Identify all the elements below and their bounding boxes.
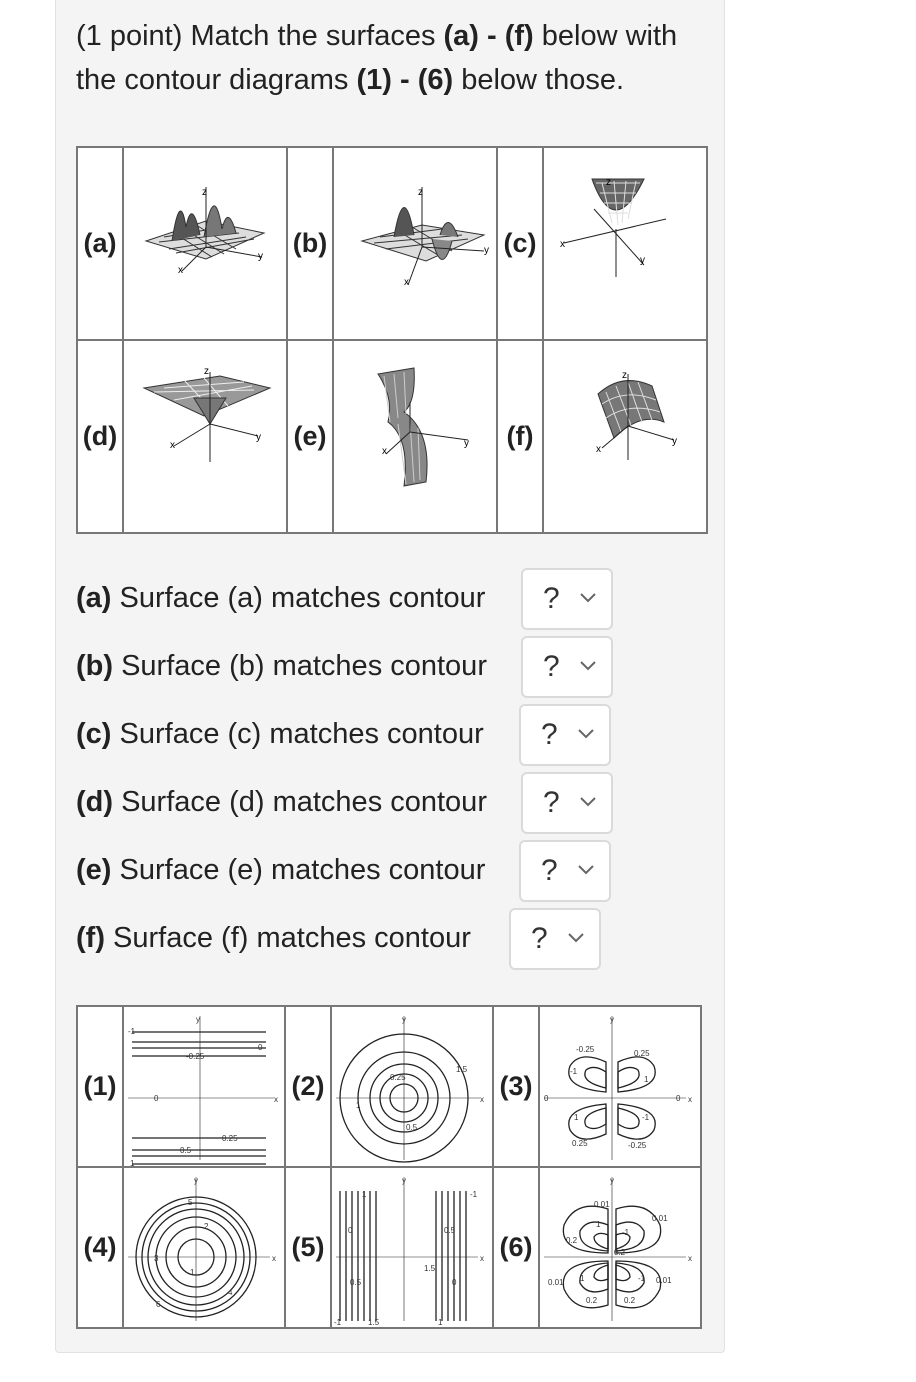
contour-3-image bbox=[539, 1006, 701, 1167]
question-prompt bbox=[76, 14, 686, 102]
contour-label-6: (6) bbox=[493, 1167, 539, 1328]
x-axis-label: x bbox=[560, 238, 565, 250]
answer-select-c[interactable] bbox=[519, 704, 611, 766]
contour-level-label: -1 bbox=[334, 1317, 342, 1327]
contour-level-label: 1.5 bbox=[456, 1064, 468, 1074]
contour-level-label: 5 bbox=[188, 1197, 193, 1207]
answer-key: (d) bbox=[76, 786, 114, 818]
contour-level-label: 0 bbox=[154, 1093, 159, 1103]
contour-level-label: -0.25 bbox=[628, 1140, 647, 1150]
y-axis-label: y bbox=[640, 254, 645, 266]
contour-5-image bbox=[331, 1167, 493, 1328]
answer-select-b[interactable] bbox=[521, 636, 613, 698]
contour-level-label: 1 bbox=[574, 1112, 579, 1122]
contour-level-label: 1.5 bbox=[424, 1263, 436, 1273]
y-axis-label: y bbox=[610, 1014, 614, 1024]
answer-text: Surface (a) matches contour bbox=[111, 582, 486, 614]
contour-level-label: 0.25 bbox=[572, 1138, 588, 1148]
answer-key: (b) bbox=[76, 650, 114, 682]
contour-level-label: 1 bbox=[596, 1219, 601, 1229]
contour-level-label: 0.2 bbox=[614, 1247, 626, 1257]
x-axis-label: x bbox=[170, 439, 175, 451]
y-axis-label: y bbox=[196, 1014, 200, 1024]
contour-level-label: 3 bbox=[154, 1253, 159, 1263]
contour-level-label: -1 bbox=[638, 1273, 646, 1283]
chevron-down-icon bbox=[567, 932, 585, 944]
x-axis-label: x bbox=[274, 1094, 278, 1104]
contour-range: (1) - (6) bbox=[356, 64, 454, 96]
y-axis-label: y bbox=[672, 435, 677, 447]
answer-select-a[interactable] bbox=[521, 568, 613, 630]
contour-level-label: 0.5 bbox=[180, 1145, 192, 1155]
selected-value: ? bbox=[541, 718, 558, 751]
surface-label-c: (c) bbox=[497, 147, 543, 340]
answer-key: (c) bbox=[76, 718, 112, 750]
contour-6-image bbox=[539, 1167, 701, 1328]
answer-select-e[interactable] bbox=[519, 840, 611, 902]
contour-level-label: 1 bbox=[356, 1100, 361, 1110]
question-text-b: below with the contour diagrams bbox=[76, 20, 678, 96]
contour-level-label: -1 bbox=[642, 1112, 650, 1122]
contours-table bbox=[76, 1005, 702, 1329]
contour-level-label: 0.25 bbox=[634, 1048, 650, 1058]
answer-text: Surface (d) matches contour bbox=[113, 786, 487, 818]
answer-key: (a) bbox=[76, 582, 112, 614]
contour-label-2: (2) bbox=[285, 1006, 331, 1167]
surface-range: (a) - (f) bbox=[443, 20, 534, 52]
contour-level-label: 1 bbox=[438, 1317, 443, 1327]
x-axis-label: x bbox=[480, 1094, 484, 1104]
answer-row-b bbox=[76, 636, 487, 696]
surface-label-b: (b) bbox=[287, 147, 333, 340]
answer-row-c bbox=[76, 704, 484, 764]
contour-level-label: 0 bbox=[348, 1225, 353, 1235]
contour-2-image bbox=[331, 1006, 493, 1167]
answer-key: (f) bbox=[76, 922, 105, 954]
z-axis-label: z bbox=[606, 176, 611, 188]
x-axis-label: x bbox=[596, 443, 601, 455]
contour-level-label: -0.25 bbox=[576, 1044, 595, 1054]
contour-level-label: -1 bbox=[128, 1026, 136, 1036]
question-points: (1 point) bbox=[76, 20, 183, 52]
contour-4-image bbox=[123, 1167, 285, 1328]
surface-label-d: (d) bbox=[77, 340, 123, 533]
contour-level-label: 2 bbox=[204, 1221, 209, 1231]
y-axis-label: y bbox=[194, 1175, 198, 1185]
contour-level-label: 1 bbox=[190, 1267, 195, 1277]
x-axis-label: x bbox=[688, 1253, 692, 1263]
contour-level-label: 0.25 bbox=[390, 1072, 406, 1082]
selected-value: ? bbox=[543, 582, 560, 615]
surface-c-image bbox=[543, 147, 707, 340]
answer-row-a bbox=[76, 568, 485, 628]
z-axis-label: z bbox=[622, 369, 627, 381]
selected-value: ? bbox=[531, 922, 548, 955]
chevron-down-icon bbox=[577, 728, 595, 740]
surface-a-image bbox=[123, 147, 287, 340]
answer-select-d[interactable] bbox=[521, 772, 613, 834]
y-axis-label: y bbox=[464, 437, 469, 449]
answer-row-e bbox=[76, 840, 485, 900]
contour-level-label: 0 bbox=[544, 1093, 549, 1103]
contour-label-5: (5) bbox=[285, 1167, 331, 1328]
contour-level-label: -1 bbox=[622, 1227, 630, 1237]
question-text-a: Match the surfaces bbox=[182, 20, 444, 52]
chevron-down-icon bbox=[579, 796, 597, 808]
answer-text: Surface (e) matches contour bbox=[111, 854, 486, 886]
x-axis-label: x bbox=[480, 1253, 484, 1263]
contour-level-label: 0.2 bbox=[566, 1235, 578, 1245]
y-axis-label: y bbox=[610, 1175, 614, 1185]
z-axis-label: z bbox=[202, 186, 207, 198]
contour-level-label: 0.5 bbox=[406, 1122, 418, 1132]
contour-level-label: -0.25 bbox=[186, 1051, 205, 1061]
contour-level-label: 0.01 bbox=[656, 1275, 672, 1285]
y-axis-label: y bbox=[258, 250, 263, 262]
answer-text: Surface (b) matches contour bbox=[113, 650, 487, 682]
contour-label-4: (4) bbox=[77, 1167, 123, 1328]
contour-level-label: 1.5 bbox=[368, 1317, 380, 1327]
contour-level-label: 0.01 bbox=[594, 1199, 610, 1209]
contour-level-label: 4 bbox=[228, 1287, 233, 1297]
surface-label-f: (f) bbox=[497, 340, 543, 533]
contour-label-1: (1) bbox=[77, 1006, 123, 1167]
answer-row-f bbox=[76, 908, 471, 968]
y-axis-label: y bbox=[402, 1014, 406, 1024]
contour-level-label: 1 bbox=[644, 1074, 649, 1084]
surface-d-image bbox=[123, 340, 287, 533]
contour-level-label: 0 bbox=[676, 1093, 681, 1103]
answer-text: Surface (f) matches contour bbox=[104, 922, 471, 954]
x-axis-label: x bbox=[272, 1253, 276, 1263]
contour-level-label: -1 bbox=[570, 1066, 578, 1076]
selected-value: ? bbox=[543, 650, 560, 683]
x-axis-label: x bbox=[688, 1094, 692, 1104]
surface-b-image bbox=[333, 147, 497, 340]
contour-level-label: 1 bbox=[362, 1189, 367, 1199]
surface-label-a: (a) bbox=[77, 147, 123, 340]
selected-value: ? bbox=[541, 854, 558, 887]
contour-level-label: 1 bbox=[580, 1273, 585, 1283]
chevron-down-icon bbox=[577, 864, 595, 876]
contour-label-3: (3) bbox=[493, 1006, 539, 1167]
y-axis-label: y bbox=[402, 1175, 406, 1185]
contour-level-label: 6 bbox=[156, 1299, 161, 1309]
surface-f-image bbox=[543, 340, 707, 533]
selected-value: ? bbox=[543, 786, 560, 819]
contour-level-label: 0.2 bbox=[586, 1295, 598, 1305]
answer-row-d bbox=[76, 772, 487, 832]
x-axis-label: x bbox=[178, 264, 183, 276]
contour-level-label: 0.5 bbox=[444, 1225, 456, 1235]
surface-label-e: (e) bbox=[287, 340, 333, 533]
contour-1-image bbox=[123, 1006, 285, 1167]
contour-level-label: 0 bbox=[452, 1277, 457, 1287]
chevron-down-icon bbox=[579, 592, 597, 604]
chevron-down-icon bbox=[579, 660, 597, 672]
surface-e-image bbox=[333, 340, 497, 533]
surfaces-table bbox=[76, 146, 708, 534]
answer-text: Surface (c) matches contour bbox=[111, 718, 484, 750]
contour-level-label: 1 bbox=[130, 1158, 135, 1166]
z-axis-label: z bbox=[204, 365, 209, 377]
x-axis-label: x bbox=[382, 445, 387, 457]
contour-level-label: 0.5 bbox=[350, 1277, 362, 1287]
question-text-c: below those. bbox=[453, 64, 625, 96]
answer-key: (e) bbox=[76, 854, 112, 886]
contour-level-label: 0 bbox=[258, 1042, 263, 1052]
contour-level-label: 0.01 bbox=[652, 1213, 668, 1223]
contour-level-label: 0.01 bbox=[548, 1277, 564, 1287]
contour-level-label: 0.2 bbox=[624, 1295, 636, 1305]
y-axis-label: y bbox=[256, 431, 261, 443]
y-axis-label: y bbox=[484, 244, 489, 256]
x-axis-label: x bbox=[404, 276, 409, 288]
contour-level-label: 0.25 bbox=[222, 1133, 238, 1143]
contour-level-label: -1 bbox=[470, 1189, 478, 1199]
answer-select-f[interactable] bbox=[509, 908, 601, 970]
z-axis-label: z bbox=[418, 186, 423, 198]
